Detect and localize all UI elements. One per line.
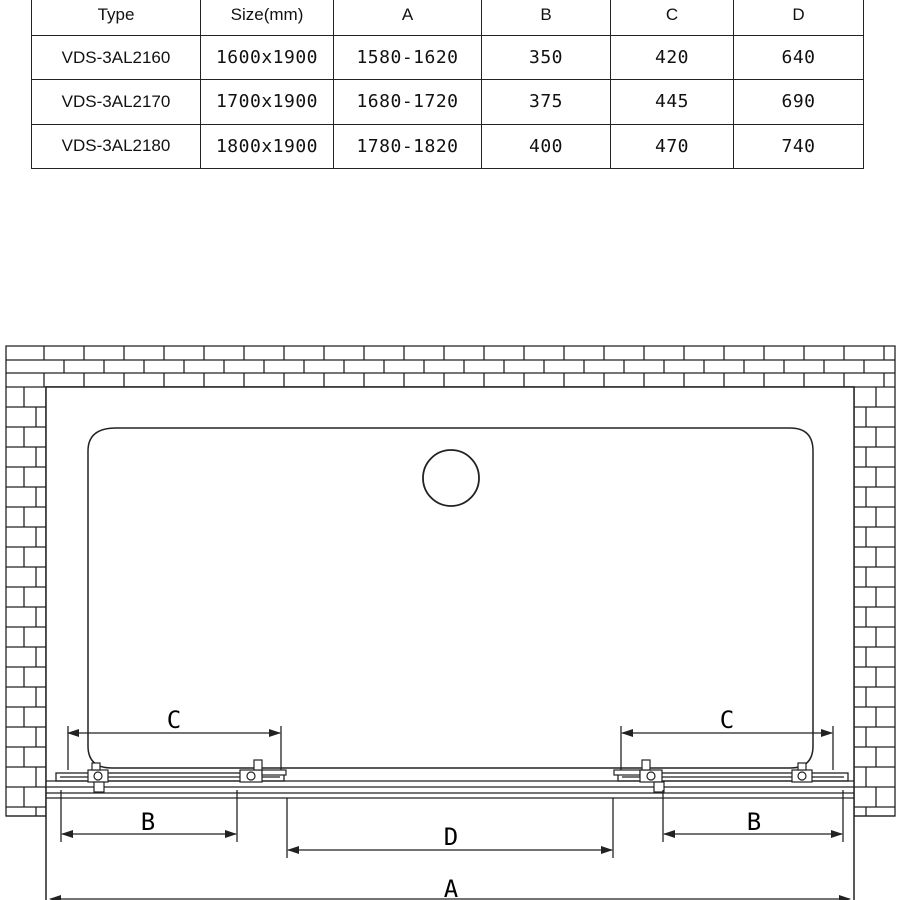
header-type: Type: [32, 0, 201, 36]
label-d: D: [443, 823, 459, 851]
cell-a: 1580-1620: [334, 36, 482, 80]
header-d: D: [734, 0, 864, 36]
cell-c: 470: [611, 124, 734, 168]
cell-c: 445: [611, 80, 734, 124]
cell-size: 1800x1900: [201, 124, 334, 168]
header-size: Size(mm): [201, 0, 334, 36]
cell-size: 1600x1900: [201, 36, 334, 80]
label-b-left: B: [140, 808, 156, 836]
cell-a: 1780-1820: [334, 124, 482, 168]
cell-d: 640: [734, 36, 864, 80]
cell-type: VDS-3AL2180: [32, 124, 201, 168]
cell-type: VDS-3AL2170: [32, 80, 201, 124]
cell-d: 690: [734, 80, 864, 124]
label-a: A: [443, 875, 459, 900]
label-c-right: C: [719, 706, 735, 734]
cell-b: 350: [482, 36, 611, 80]
cell-b: 400: [482, 124, 611, 168]
header-b: B: [482, 0, 611, 36]
cell-type: VDS-3AL2160: [32, 36, 201, 80]
header-c: C: [611, 0, 734, 36]
label-b-right: B: [746, 808, 762, 836]
header-a: A: [334, 0, 482, 36]
cell-b: 375: [482, 80, 611, 124]
label-c-left: C: [166, 706, 182, 734]
cell-c: 420: [611, 36, 734, 80]
cell-d: 740: [734, 124, 864, 168]
cell-a: 1680-1720: [334, 80, 482, 124]
cell-size: 1700x1900: [201, 80, 334, 124]
